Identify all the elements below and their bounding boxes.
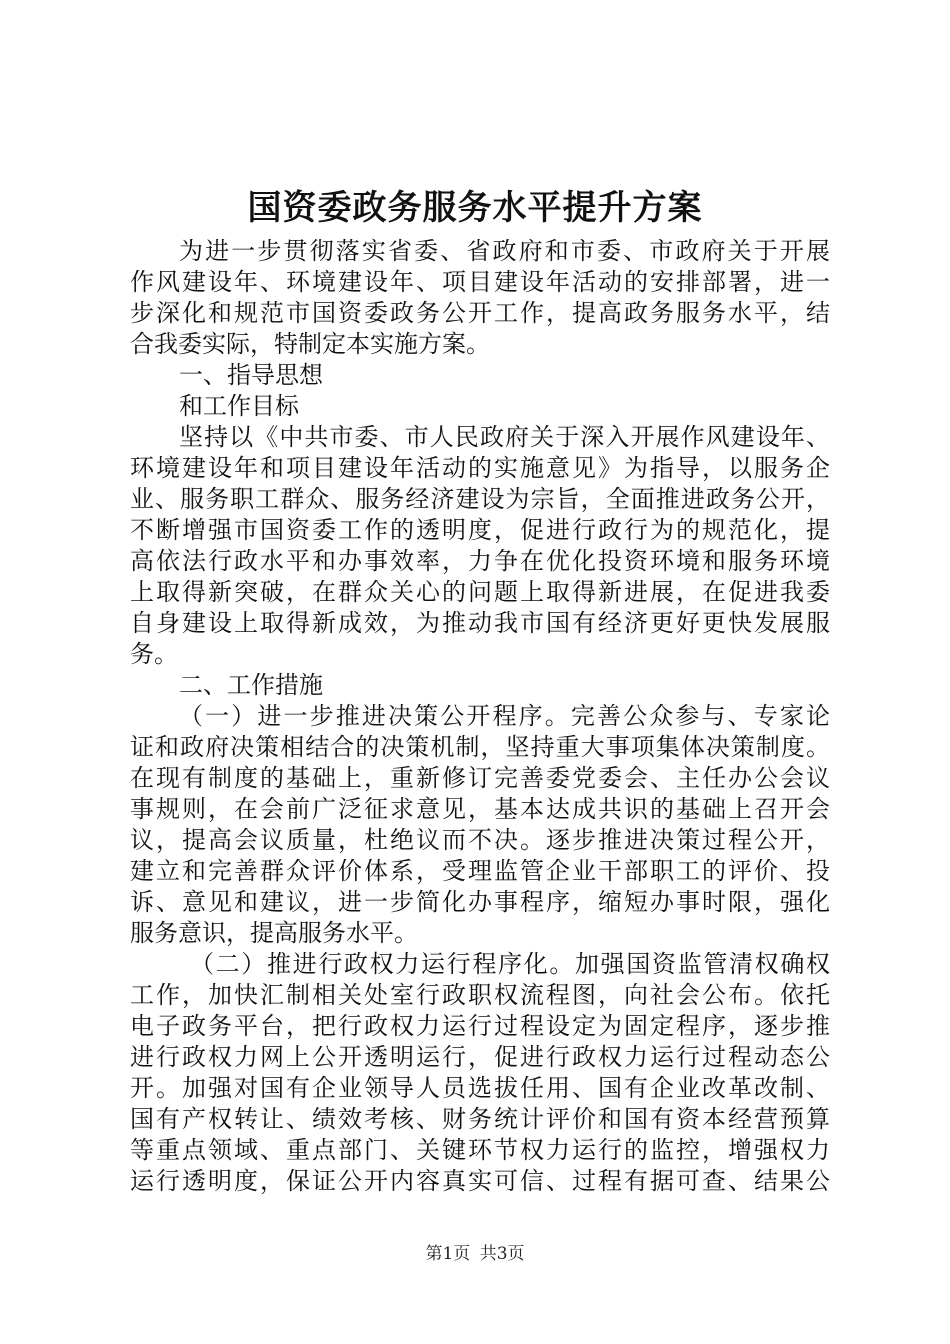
text-line: 国有产权转让、绩效考核、财务统计评价和国有资本经营预算 — [130, 1105, 830, 1133]
text-line: 合我委实际，特制定本实施方案。 — [130, 330, 490, 358]
text-line: 业、服务职工群众、服务经济建设为宗旨，全面推进政务公开， — [130, 485, 830, 513]
text-line: 诉、意见和建议，进一步简化办事程序，缩短办事时限，强化 — [130, 888, 830, 916]
text-line: 电子政务平台，把行政权力运行过程设定为固定程序，逐步推 — [130, 1012, 830, 1040]
text-line: 自身建设上取得新成效，为推动我市国有经济更好更快发展服 — [130, 609, 830, 637]
text-line: 工作，加快汇制相关处室行政职权流程图，向社会公布。依托 — [130, 981, 830, 1009]
page-total: 共3页 — [479, 1244, 525, 1264]
text-line: 议，提高会议质量，杜绝议而不决。逐步推进决策过程公开， — [130, 826, 830, 854]
text-line: 和工作目标 — [179, 392, 299, 420]
text-line: 二、工作措施 — [179, 671, 323, 699]
text-line: 一、指导思想 — [179, 361, 323, 389]
text-line: 环境建设年和项目建设年活动的实施意见》为指导，以服务企 — [130, 454, 830, 482]
text-line: 建立和完善群众评价体系，受理监管企业干部职工的评价、投 — [130, 857, 830, 885]
text-line: 证和政府决策相结合的决策机制，坚持重大事项集体决策制度。 — [130, 733, 830, 761]
text-line: 等重点领域、重点部门、关键环节权力运行的监控，增强权力 — [130, 1136, 830, 1164]
text-line: 高依法行政水平和办事效率，力争在优化投资环境和服务环境 — [130, 547, 830, 575]
text-line: 开。加强对国有企业领导人员选拔任用、国有企业改革改制、 — [130, 1074, 830, 1102]
document-body — [130, 236, 830, 1197]
page-footer — [0, 1242, 950, 1266]
text-line: 上取得新突破，在群众关心的问题上取得新进展，在促进我委 — [130, 578, 830, 606]
text-line: 在现有制度的基础上，重新修订完善委党委会、主任办公会议 — [130, 764, 830, 792]
page-number: 第1页 — [425, 1244, 471, 1264]
text-line: 运行透明度，保证公开内容真实可信、过程有据可查、结果公 — [130, 1167, 830, 1195]
document-title: 国资委政务服务水平提升方案 — [247, 188, 703, 228]
text-line: 不断增强市国资委工作的透明度，促进行政行为的规范化，提 — [130, 516, 830, 544]
text-line: （一）进一步推进决策公开程序。完善公众参与、专家论 — [179, 702, 830, 730]
text-line: 作风建设年、环境建设年、项目建设年活动的安排部署，进一 — [130, 268, 830, 296]
text-line: 为进一步贯彻落实省委、省政府和市委、市政府关于开展 — [179, 237, 830, 265]
text-line: 服务意识，提高服务水平。 — [130, 919, 418, 947]
text-line: 坚持以《中共市委、市人民政府关于深入开展作风建设年、 — [179, 423, 830, 451]
text-line: 步深化和规范市国资委政务公开工作，提高政务服务水平，结 — [130, 299, 830, 327]
text-line: 务。 — [130, 640, 178, 668]
text-line: （二）推进行政权力运行程序化。加强国资监管清权确权 — [190, 950, 830, 978]
text-line: 事规则，在会前广泛征求意见，基本达成共识的基础上召开会 — [130, 795, 830, 823]
text-line: 进行政权力网上公开透明运行，促进行政权力运行过程动态公 — [130, 1043, 830, 1071]
